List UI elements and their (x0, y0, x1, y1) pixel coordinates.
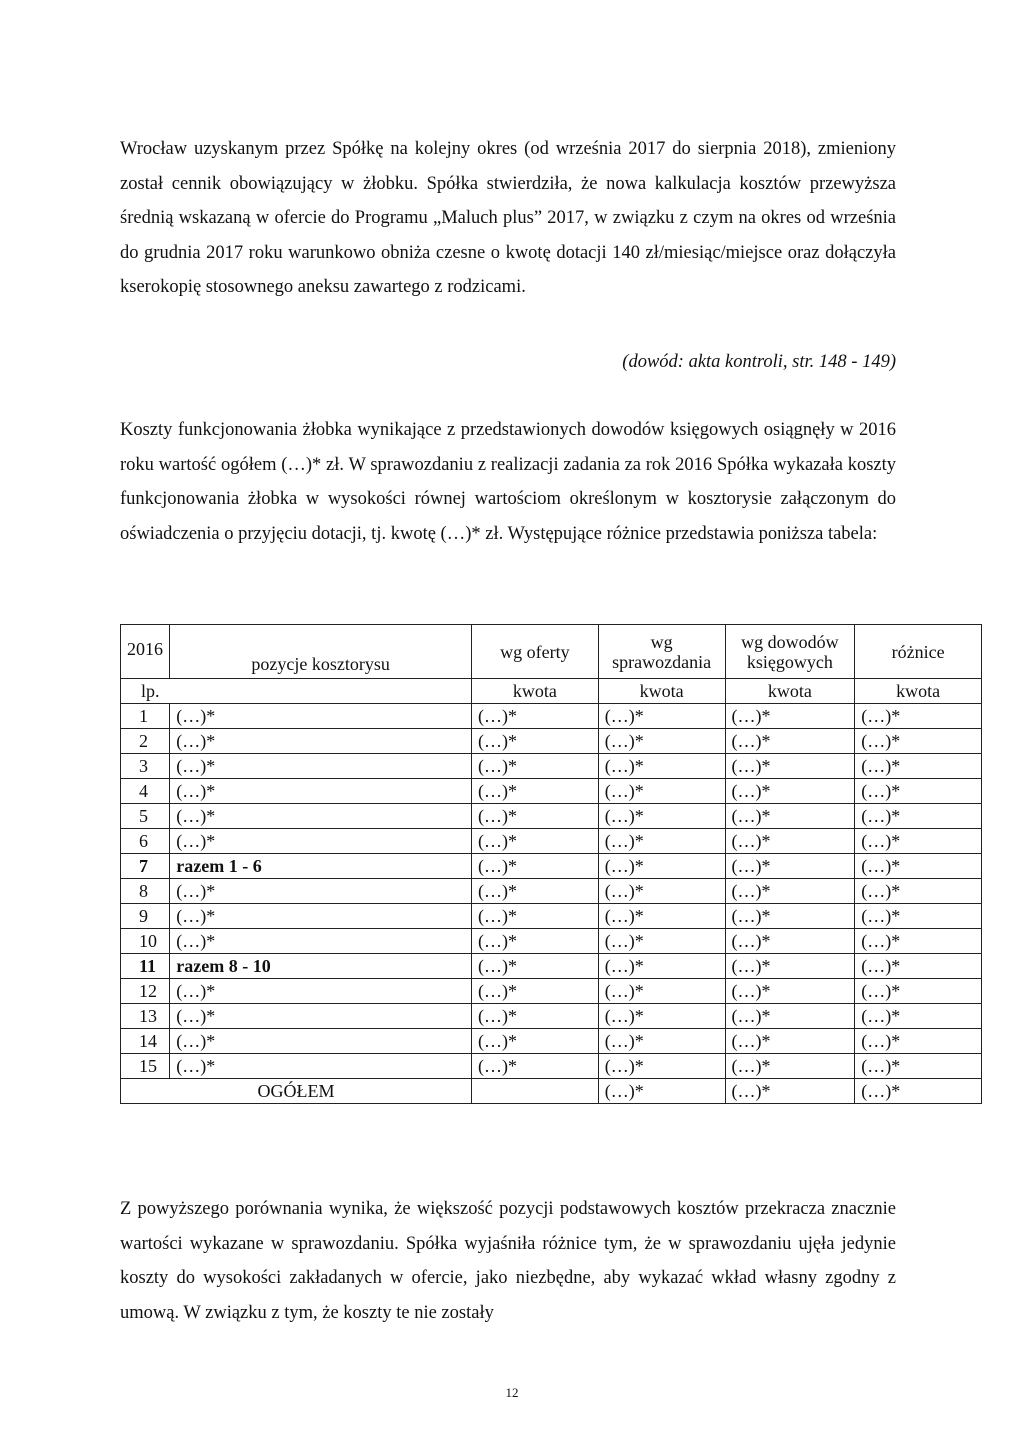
table-row (121, 779, 982, 804)
row-offer-amount: (…)* (472, 954, 599, 979)
row-position: (…)* (170, 829, 472, 854)
row-diff-amount: (…)* (855, 979, 982, 1004)
row-accounting-amount: (…)* (725, 754, 855, 779)
table-row (121, 729, 982, 754)
evidence-reference: (dowód: akta kontroli, str. 148 - 149) (622, 352, 896, 372)
row-accounting-amount: (…)* (725, 879, 855, 904)
row-position: (…)* (170, 1004, 472, 1029)
row-report-amount: (…)* (598, 904, 725, 929)
header-accounting-label: wg dowodów księgowych (741, 631, 839, 672)
row-accounting-amount: (…)* (725, 1054, 855, 1079)
row-report-amount: (…)* (598, 979, 725, 1004)
row-position: razem 1 - 6 (170, 854, 472, 879)
row-position: (…)* (170, 704, 472, 729)
row-accounting-amount: (…)* (725, 804, 855, 829)
row-position: (…)* (170, 779, 472, 804)
row-offer-amount: (…)* (472, 754, 599, 779)
row-accounting-amount: (…)* (725, 954, 855, 979)
row-diff-amount: (…)* (855, 754, 982, 779)
header-offer: wg oferty (472, 625, 599, 679)
table-row (121, 904, 982, 929)
row-accounting-amount: (…)* (725, 929, 855, 954)
units-accounting: kwota (725, 679, 855, 704)
row-report-amount: (…)* (598, 804, 725, 829)
row-position: (…)* (170, 929, 472, 954)
row-offer-amount: (…)* (472, 854, 599, 879)
row-report-amount: (…)* (598, 929, 725, 954)
row-diff-amount: (…)* (855, 929, 982, 954)
row-position: (…)* (170, 1054, 472, 1079)
row-position: (…)* (170, 729, 472, 754)
row-lp: 12 (121, 979, 170, 1004)
row-position: (…)* (170, 754, 472, 779)
total-accounting-amount: (…)* (725, 1079, 855, 1104)
row-accounting-amount: (…)* (725, 1004, 855, 1029)
table-row (121, 879, 982, 904)
row-position: (…)* (170, 904, 472, 929)
row-position: razem 8 - 10 (170, 954, 472, 979)
table-row (121, 1029, 982, 1054)
table-header-row (121, 625, 982, 679)
row-report-amount: (…)* (598, 954, 725, 979)
units-differences: kwota (855, 679, 982, 704)
row-accounting-amount: (…)* (725, 1029, 855, 1054)
row-position: (…)* (170, 1029, 472, 1054)
row-report-amount: (…)* (598, 729, 725, 754)
row-offer-amount: (…)* (472, 929, 599, 954)
row-report-amount: (…)* (598, 704, 725, 729)
table-row (121, 804, 982, 829)
row-diff-amount: (…)* (855, 829, 982, 854)
table-row (121, 979, 982, 1004)
row-offer-amount: (…)* (472, 979, 599, 1004)
row-offer-amount: (…)* (472, 1054, 599, 1079)
row-lp: 5 (121, 804, 170, 829)
row-position: (…)* (170, 979, 472, 1004)
units-offer: kwota (472, 679, 599, 704)
total-offer-amount (472, 1079, 599, 1104)
paragraph-operating-costs: Koszty funkcjonowania żłobka wynikające z przedstawionych dowodów księgowych osiągnęły w 2016 roku wartość ogółem (…)* zł. W sprawozdaniu z realizacji zadania za rok 2016 Spółka wykazała koszty funkcjonowania żłobka w wysokości równej wartościom określonym w kosztorysie załączonym do oświadczenia o przyjęciu dotacji, tj. kwotę (…)* zł. Występujące różnice przedstawia poniższa tabela: (120, 420, 896, 544)
row-lp: 10 (121, 929, 170, 954)
row-diff-amount: (…)* (855, 954, 982, 979)
row-diff-amount: (…)* (855, 854, 982, 879)
row-lp: 7 (121, 854, 170, 879)
row-diff-amount: (…)* (855, 1029, 982, 1054)
row-lp: 6 (121, 829, 170, 854)
row-diff-amount: (…)* (855, 879, 982, 904)
header-accounting (725, 625, 855, 679)
row-accounting-amount: (…)* (725, 729, 855, 754)
row-lp: 4 (121, 779, 170, 804)
total-report-amount: (…)* (598, 1079, 725, 1104)
row-diff-amount: (…)* (855, 779, 982, 804)
row-diff-amount: (…)* (855, 804, 982, 829)
row-diff-amount: (…)* (855, 1054, 982, 1079)
row-lp: 14 (121, 1029, 170, 1054)
row-lp: 8 (121, 879, 170, 904)
table-row (121, 1054, 982, 1079)
row-accounting-amount: (…)* (725, 904, 855, 929)
cost-comparison-table (120, 624, 982, 1104)
row-offer-amount: (…)* (472, 729, 599, 754)
paragraph-comparison-conclusion: Z powyższego porównania wynika, że większość pozycji podstawowych kosztów przekracza znacznie wartości wykazane w sprawozdaniu. Spółka wyjaśniła różnice tym, że w sprawozdaniu ujęła jedynie koszty do wysokości zakładanych w ofercie, jako niezbędne, aby wykazać wkład własny zgodny z umową. W związku z tym, że koszty te nie zostały (120, 1199, 896, 1323)
row-report-amount: (…)* (598, 879, 725, 904)
table-row (121, 829, 982, 854)
page-number: 12 (505, 1385, 519, 1400)
row-accounting-amount: (…)* (725, 704, 855, 729)
paragraph-price-list-change: Wrocław uzyskanym przez Spółkę na kolejny okres (od września 2017 do sierpnia 2018), zmieniony został cennik obowiązujący w żłobku. Spółka stwierdziła, że nowa kalkulacja kosztów przewyższa średnią wskazaną w ofercie do Programu „Maluch plus” 2017, w związku z czym na okres od września do grudnia 2017 roku warunkowo obniża czesne o kwotę dotacji 140 zł/miesiąc/miejsce oraz dołączyła kserokopię stosownego aneksu zawartego z rodzicami. (120, 139, 896, 297)
row-lp: 1 (121, 704, 170, 729)
total-label: OGÓŁEM (121, 1079, 472, 1104)
table-row (121, 1004, 982, 1029)
row-offer-amount: (…)* (472, 1004, 599, 1029)
row-accounting-amount: (…)* (725, 779, 855, 804)
row-lp: 9 (121, 904, 170, 929)
header-year: 2016 (121, 625, 170, 679)
row-position: (…)* (170, 804, 472, 829)
row-lp: 15 (121, 1054, 170, 1079)
row-report-amount: (…)* (598, 779, 725, 804)
row-offer-amount: (…)* (472, 704, 599, 729)
units-report: kwota (598, 679, 725, 704)
units-lp: lp. (121, 679, 472, 704)
row-offer-amount: (…)* (472, 779, 599, 804)
table-row (121, 704, 982, 729)
row-report-amount: (…)* (598, 754, 725, 779)
row-report-amount: (…)* (598, 1004, 725, 1029)
table-total-row (121, 1079, 982, 1104)
row-lp: 3 (121, 754, 170, 779)
row-report-amount: (…)* (598, 1029, 725, 1054)
row-report-amount: (…)* (598, 1054, 725, 1079)
table-row (121, 854, 982, 879)
header-differences: różnice (855, 625, 982, 679)
header-report-label: wg sprawozdania (612, 631, 712, 672)
header-report (598, 625, 725, 679)
total-diff-amount: (…)* (855, 1079, 982, 1104)
row-diff-amount: (…)* (855, 904, 982, 929)
row-diff-amount: (…)* (855, 729, 982, 754)
row-offer-amount: (…)* (472, 879, 599, 904)
row-diff-amount: (…)* (855, 1004, 982, 1029)
row-lp: 11 (121, 954, 170, 979)
row-lp: 2 (121, 729, 170, 754)
row-lp: 13 (121, 1004, 170, 1029)
row-offer-amount: (…)* (472, 804, 599, 829)
row-accounting-amount: (…)* (725, 854, 855, 879)
row-offer-amount: (…)* (472, 829, 599, 854)
row-report-amount: (…)* (598, 854, 725, 879)
row-report-amount: (…)* (598, 829, 725, 854)
row-position: (…)* (170, 879, 472, 904)
row-accounting-amount: (…)* (725, 829, 855, 854)
table-row (121, 954, 982, 979)
row-accounting-amount: (…)* (725, 979, 855, 1004)
header-positions: pozycje kosztorysu (170, 625, 472, 679)
table-row (121, 754, 982, 779)
table-units-row (121, 679, 982, 704)
row-diff-amount: (…)* (855, 704, 982, 729)
row-offer-amount: (…)* (472, 1029, 599, 1054)
row-offer-amount: (…)* (472, 904, 599, 929)
table-row (121, 929, 982, 954)
